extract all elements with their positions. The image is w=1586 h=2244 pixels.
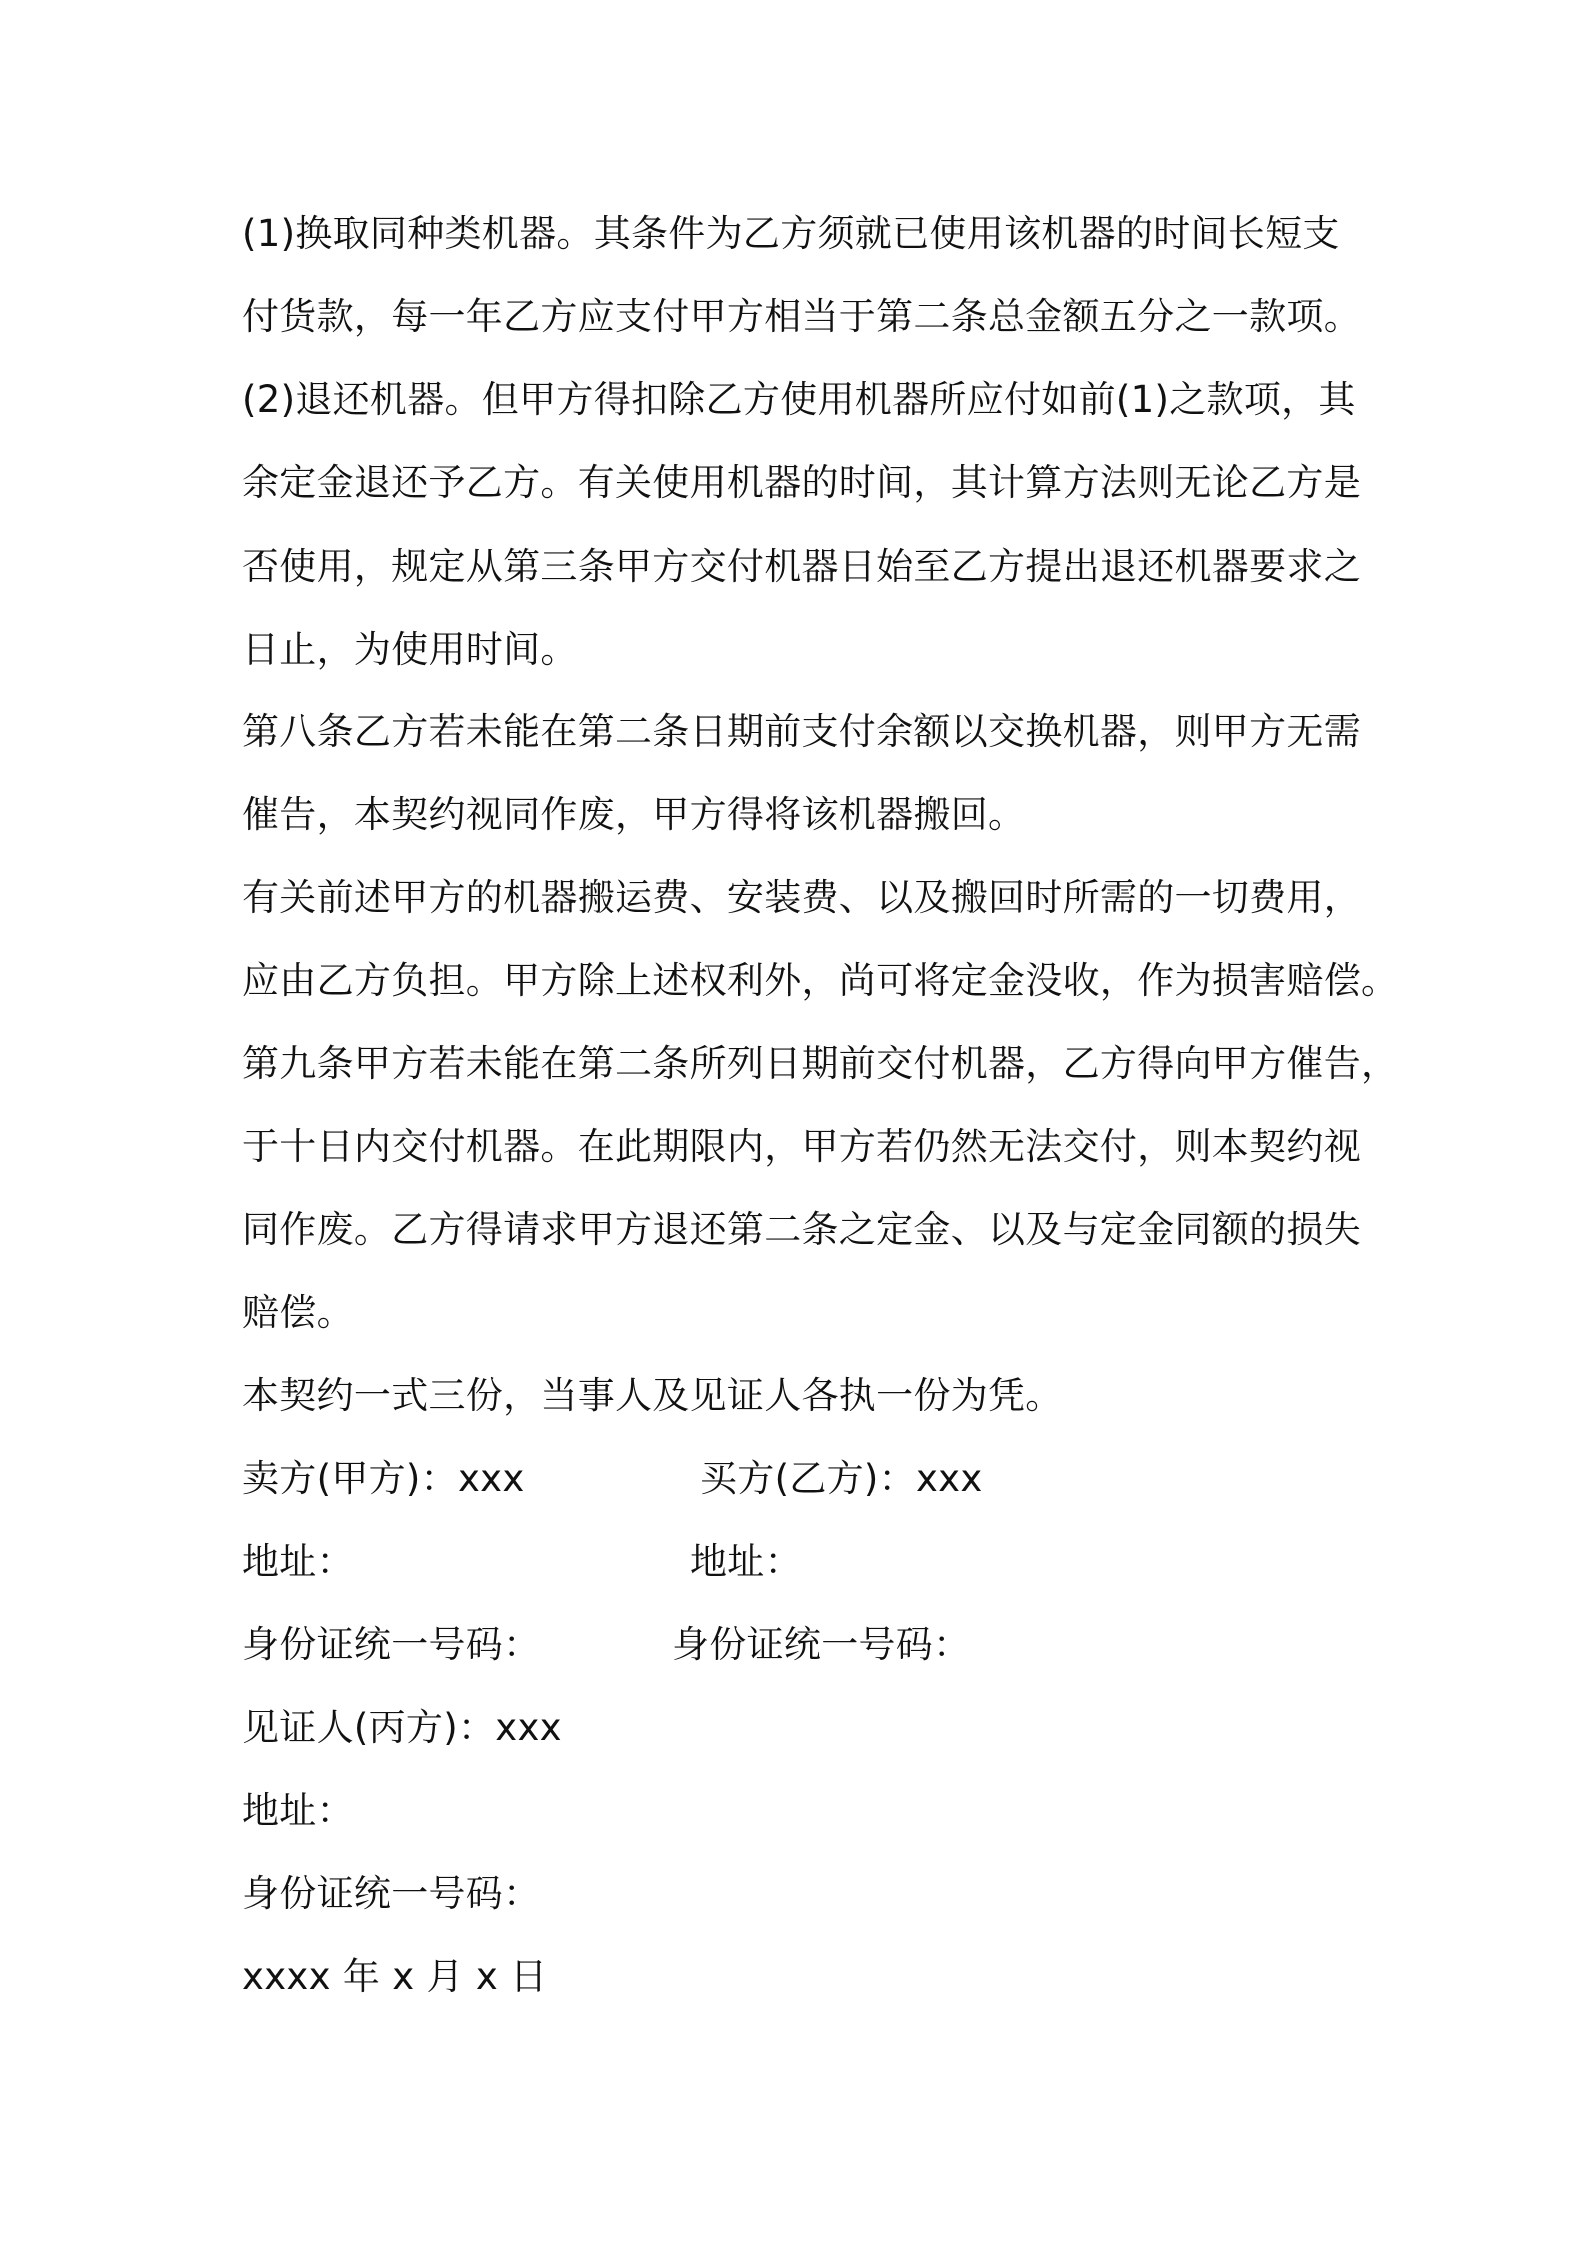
paragraph-line: 应由乙方负担。甲方除上述权利外，尚可将定金没收，作为损害赔偿。 xyxy=(242,959,1399,1002)
witness-address-label: 地址： xyxy=(242,1789,354,1832)
buyer-id-label: 身份证统一号码： xyxy=(672,1623,971,1666)
buyer-label: 买方(乙方)：xxx xyxy=(700,1457,983,1500)
paragraph-line: 第九条甲方若未能在第二条所列日期前交付机器，乙方得向甲方催告， xyxy=(242,1042,1399,1085)
paragraph-line: 付货款，每一年乙方应支付甲方相当于第二条总金额五分之一款项。 xyxy=(242,295,1361,338)
buyer-address-label: 地址： xyxy=(690,1540,802,1583)
paragraph-line: 催告，本契约视同作废，甲方得将该机器搬回。 xyxy=(242,793,1026,836)
seller-address-label: 地址： xyxy=(242,1540,354,1583)
paragraph-line: 本契约一式三份，当事人及见证人各执一份为凭。 xyxy=(242,1374,1063,1417)
paragraph-line: 同作废。乙方得请求甲方退还第二条之定金、以及与定金同额的损失 xyxy=(242,1208,1361,1251)
paragraph-line: 第八条乙方若未能在第二条日期前支付余额以交换机器，则甲方无需 xyxy=(242,710,1361,753)
date-line: xxxx 年 x 月 x 日 xyxy=(242,1955,548,1998)
paragraph-line: (1)换取同种类机器。其条件为乙方须就已使用该机器的时间长短支 xyxy=(242,212,1340,255)
witness-label: 见证人(丙方)：xxx xyxy=(242,1706,562,1749)
seller-id-label: 身份证统一号码： xyxy=(242,1623,541,1666)
seller-label: 卖方(甲方)：xxx xyxy=(242,1457,525,1500)
paragraph-line: 于十日内交付机器。在此期限内，甲方若仍然无法交付，则本契约视 xyxy=(242,1125,1361,1168)
paragraph-line: 赔偿。 xyxy=(242,1291,354,1334)
paragraph-line: (2)退还机器。但甲方得扣除乙方使用机器所应付如前(1)之款项，其 xyxy=(242,378,1356,421)
paragraph-line: 否使用，规定从第三条甲方交付机器日始至乙方提出退还机器要求之 xyxy=(242,545,1361,588)
paragraph-line: 余定金退还予乙方。有关使用机器的时间，其计算方法则无论乙方是 xyxy=(242,461,1361,504)
witness-id-label: 身份证统一号码： xyxy=(242,1872,541,1915)
paragraph-line: 有关前述甲方的机器搬运费、安装费、以及搬回时所需的一切费用， xyxy=(242,876,1361,919)
paragraph-line: 日止，为使用时间。 xyxy=(242,628,578,671)
